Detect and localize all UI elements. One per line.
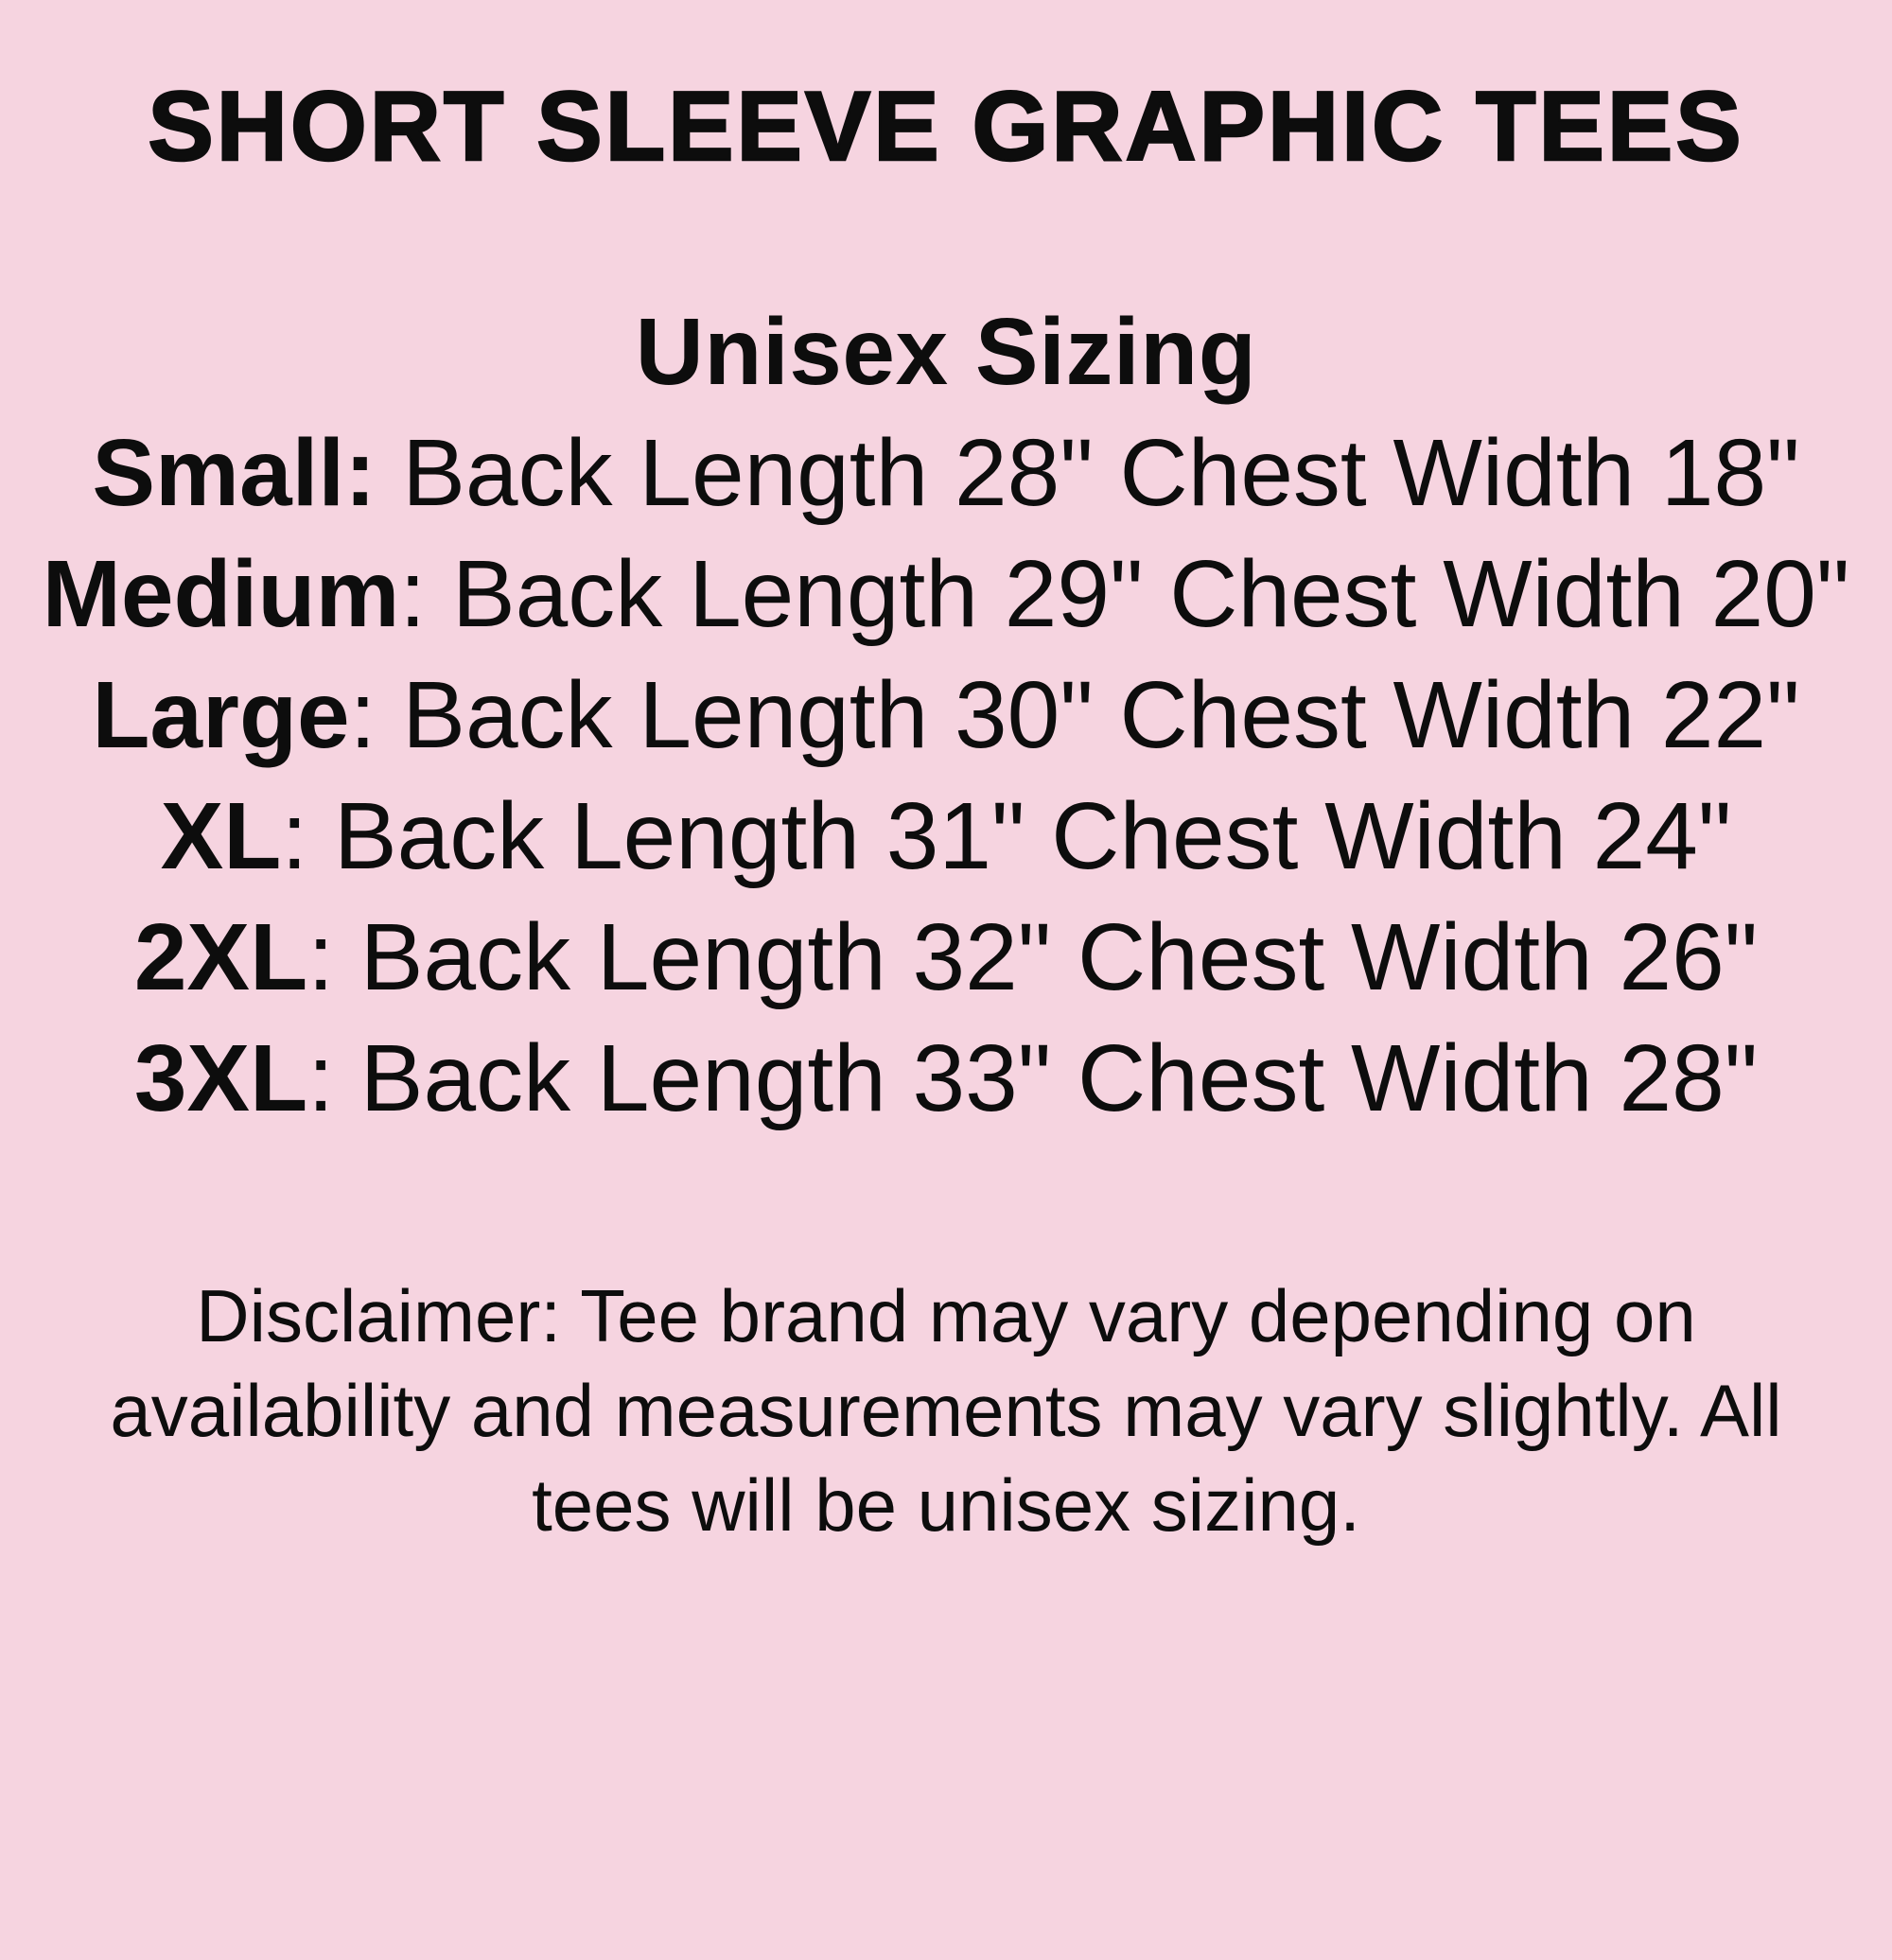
size-label: 3XL — [133, 1025, 308, 1131]
sizing-poster — [0, 68, 1892, 1960]
size-row-large — [0, 655, 1892, 776]
size-details: : Back Length 30" Chest Width 22" — [349, 662, 1800, 768]
size-label: Medium — [42, 541, 400, 647]
size-row-2xl — [0, 897, 1892, 1018]
sizing-chart — [0, 291, 1892, 1139]
size-details: Back Length 28" Chest Width 18" — [376, 420, 1800, 526]
size-details: : Back Length 29" Chest Width 20" — [399, 541, 1850, 647]
size-row-medium — [0, 534, 1892, 655]
sizing-heading: Unisex Sizing — [635, 299, 1257, 405]
size-row-small — [0, 412, 1892, 534]
size-label: Small: — [92, 420, 377, 526]
size-label: 2XL — [133, 904, 308, 1010]
size-details: : Back Length 32" Chest Width 26" — [307, 904, 1759, 1010]
size-label: Large — [92, 662, 350, 768]
size-details: : Back Length 33" Chest Width 28" — [307, 1025, 1759, 1131]
poster-title: SHORT SLEEVE GRAPHIC TEES — [148, 72, 1744, 182]
size-row-xl — [0, 776, 1892, 897]
size-label: XL — [160, 783, 282, 889]
size-details: : Back Length 31" Chest Width 24" — [281, 783, 1732, 889]
disclaimer-text: Disclaimer: Tee brand may vary depending on availability and measurements may vary slightly. All tees will be unisex sizing. — [110, 1274, 1782, 1547]
size-row-3xl — [0, 1018, 1892, 1139]
